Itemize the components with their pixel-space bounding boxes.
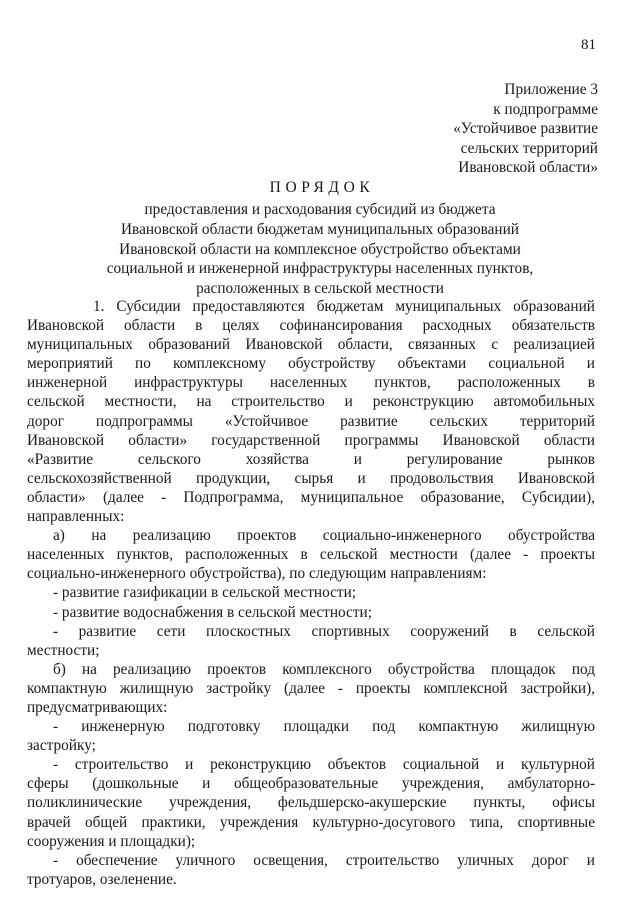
appendix-line: «Устойчивое развитие	[453, 120, 598, 137]
appendix-line: Приложение 3	[504, 81, 598, 98]
text-line: сельскохозяйственной продукции, сырья и продовольствия Ивановской	[27, 469, 595, 487]
document-subtitle	[60, 200, 580, 299]
appendix-line: к подпрограмме	[493, 100, 598, 118]
text-line: - развитие водоснабжения в сельской местности;	[53, 603, 372, 621]
subtitle-line: расположенных в сельской местности	[196, 280, 444, 298]
paragraph	[27, 526, 595, 583]
text-line: сферы (дошкольные и общеобразовательные учреждения, амбулаторно-	[27, 775, 595, 793]
text-line: «Развитие сельского хозяйства и регулирование рынков	[27, 450, 595, 468]
text-line: области» (далее - Подпрограмма, муниципальное образование, Субсидии),	[27, 488, 595, 506]
text-line: - обеспечение уличного освещения, строительство уличных дорог и	[53, 851, 595, 869]
text-line: направленных:	[27, 508, 125, 526]
paragraph	[27, 297, 595, 526]
text-line: Ивановской области в целях софинансирования расходных обязательств	[27, 317, 595, 335]
text-line: предусматривающих:	[27, 698, 168, 716]
appendix-line: Ивановской области»	[458, 159, 598, 176]
text-line: врачей общей практики, учреждения культурно-досугового типа, спортивные	[27, 813, 595, 831]
text-line: 1. Субсидии предоставляются бюджетам муниципальных образований	[93, 298, 595, 315]
text-line: - развитие газификации в сельской местности;	[53, 584, 357, 602]
subtitle-line: Ивановской области бюджетам муниципальных образований	[121, 220, 519, 238]
paragraph	[27, 851, 595, 889]
text-line: тротуаров, озеленение.	[27, 870, 177, 888]
text-line: социально-инженерного обустройства), по следующим направлениям:	[27, 565, 487, 583]
text-line: инженерной инфраструктуры населенных пунктов, расположенных в	[27, 374, 595, 392]
page-number: 81	[581, 37, 596, 53]
text-line: Ивановской области» государственной программы Ивановской области	[27, 431, 595, 449]
text-line: дорог подпрограммы «Устойчивое развитие сельских территорий	[27, 412, 595, 430]
text-line: населенных пунктов, расположенных в сельской местности (далее - проекты	[27, 546, 595, 564]
paragraph	[27, 583, 595, 602]
text-line: сооружения и площадки);	[27, 832, 196, 850]
text-line: б) на реализацию проектов комплексного обустройства площадок под	[53, 660, 595, 678]
paragraph	[27, 660, 595, 717]
subtitle-line: Ивановской области на комплексное обустройство объектами	[119, 240, 521, 258]
text-line: поликлинические учреждения, фельдшерско-акушерские пункты, офисы	[27, 794, 595, 812]
document-body	[27, 297, 595, 889]
text-line: муниципальных образований Ивановской области, связанных с реализацией	[27, 336, 595, 354]
subtitle-line: социальной и инженерной инфраструктуры населенных пунктов,	[106, 260, 534, 278]
paragraph	[27, 622, 595, 660]
appendix-line: сельских территорий	[460, 139, 598, 157]
text-line: - строительство и реконструкцию объектов социальной и культурной	[53, 756, 595, 774]
paragraph	[27, 603, 595, 622]
paragraph	[27, 717, 595, 755]
text-line: компактную жилищную застройку (далее - проекты комплексной застройки),	[27, 679, 595, 697]
text-line: сельской местности, на строительство и реконструкцию автомобильных	[27, 393, 595, 411]
text-line: - инженерную подготовку площадки под компактную жилищную	[53, 718, 595, 736]
subtitle-line: предоставления и расходования субсидий из бюджета	[144, 201, 496, 218]
text-line: застройку;	[27, 737, 96, 755]
document-title: ПОРЯДОК	[269, 179, 375, 196]
paragraph	[27, 755, 595, 850]
appendix-reference	[453, 80, 598, 178]
text-line: мероприятий по комплексному обустройству объектами социальной и	[27, 355, 595, 373]
text-line: - развитие сети плоскостных спортивных сооружений в сельской	[53, 622, 595, 640]
text-line: а) на реализацию проектов социально-инженерного обустройства	[53, 527, 595, 545]
text-line: местности;	[27, 641, 100, 659]
